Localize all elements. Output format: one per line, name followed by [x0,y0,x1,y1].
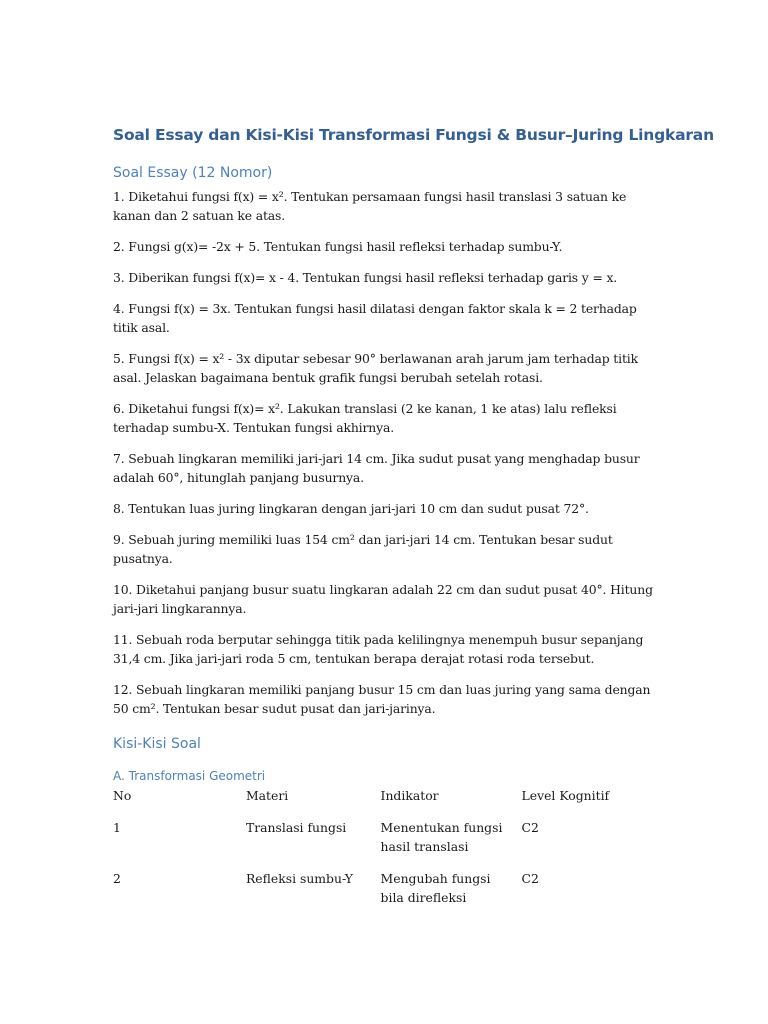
cell-materi: Refleksi sumbu-Y [245,871,353,886]
table-row [113,869,658,920]
cell-materi: Translasi fungsi [245,820,347,835]
question-list [113,187,658,718]
question-item: 8. Tentukan luas juring lingkaran dengan jari-jari 10 cm dan sudut pusat 72°. [113,501,589,516]
question-item: 4. Fungsi f(x) = 3x. Tentukan fungsi hasil dilatasi dengan faktor skala k = 2 terhadap titik asal. [113,301,637,335]
question-item: 9. Sebuah juring memiliki luas 154 cm² dan jari-jari 14 cm. Tentukan besar sudut pusatnya. [113,532,613,566]
kisi-heading: Kisi-Kisi Soal [113,736,201,752]
table-header-row [113,786,658,818]
column-header-materi: Materi [245,788,289,803]
question-item: 5. Fungsi f(x) = x² - 3x diputar sebesar 90° berlawanan arah jarum jam terhadap titik asal. Jelaskan bagaimana bentuk grafik fungsi berubah setelah rotasi. [113,351,638,385]
question-item: 7. Sebuah lingkaran memiliki jari-jari 14 cm. Jika sudut pusat yang menghadap busur adalah 60°, hitunglah panjang busurnya. [113,451,640,485]
question-item: 11. Sebuah roda berputar sehingga titik pada kelilingnya menempuh busur sepanjang 31,4 cm. Jika jari-jari roda 5 cm, tentukan berapa derajat rotasi roda tersebut. [113,632,644,666]
question-item: 6. Diketahui fungsi f(x)= x². Lakukan translasi (2 ke kanan, 1 ke atas) lalu refleksi terhadap sumbu-X. Tentukan fungsi akhirnya. [113,401,617,435]
question-item: 10. Diketahui panjang busur suatu lingkaran adalah 22 cm dan sudut pusat 40°. Hitung jari-jari lingkarannya. [113,582,653,616]
question-item: 1. Diketahui fungsi f(x) = x². Tentukan persamaan fungsi hasil translasi 3 satuan ke kanan dan 2 satuan ke atas. [113,189,627,223]
essay-heading: Soal Essay (12 Nomor) [113,165,273,181]
column-header-level: Level Kognitif [521,788,610,803]
column-header-no: No [113,788,132,803]
cell-indikator: Mengubah fungsi bila direfleksi [380,871,491,905]
cell-level: C2 [521,871,539,886]
question-item: 3. Diberikan fungsi f(x)= x - 4. Tentukan fungsi hasil refleksi terhadap garis y = x. [113,270,618,285]
document-body [113,124,714,920]
column-header-indikator: Indikator [380,788,439,803]
question-item: 2. Fungsi g(x)= -2x + 5. Tentukan fungsi hasil refleksi terhadap sumbu-Y. [113,239,563,254]
question-item: 12. Sebuah lingkaran memiliki panjang busur 15 cm dan luas juring yang sama dengan 50 cm². Tentukan besar sudut pusat dan jari-jarinya. [113,682,651,716]
cell-no: 2 [113,871,121,886]
table-row [113,818,658,869]
cell-level: C2 [521,820,539,835]
cell-indikator: Menentukan fungsi hasil translasi [380,820,503,854]
kisi-table [113,786,658,920]
section-a-heading: A. Transformasi Geometri [113,769,266,783]
cell-no: 1 [113,820,121,835]
document-title: Soal Essay dan Kisi-Kisi Transformasi Fungsi & Busur–Juring Lingkaran [113,126,714,144]
